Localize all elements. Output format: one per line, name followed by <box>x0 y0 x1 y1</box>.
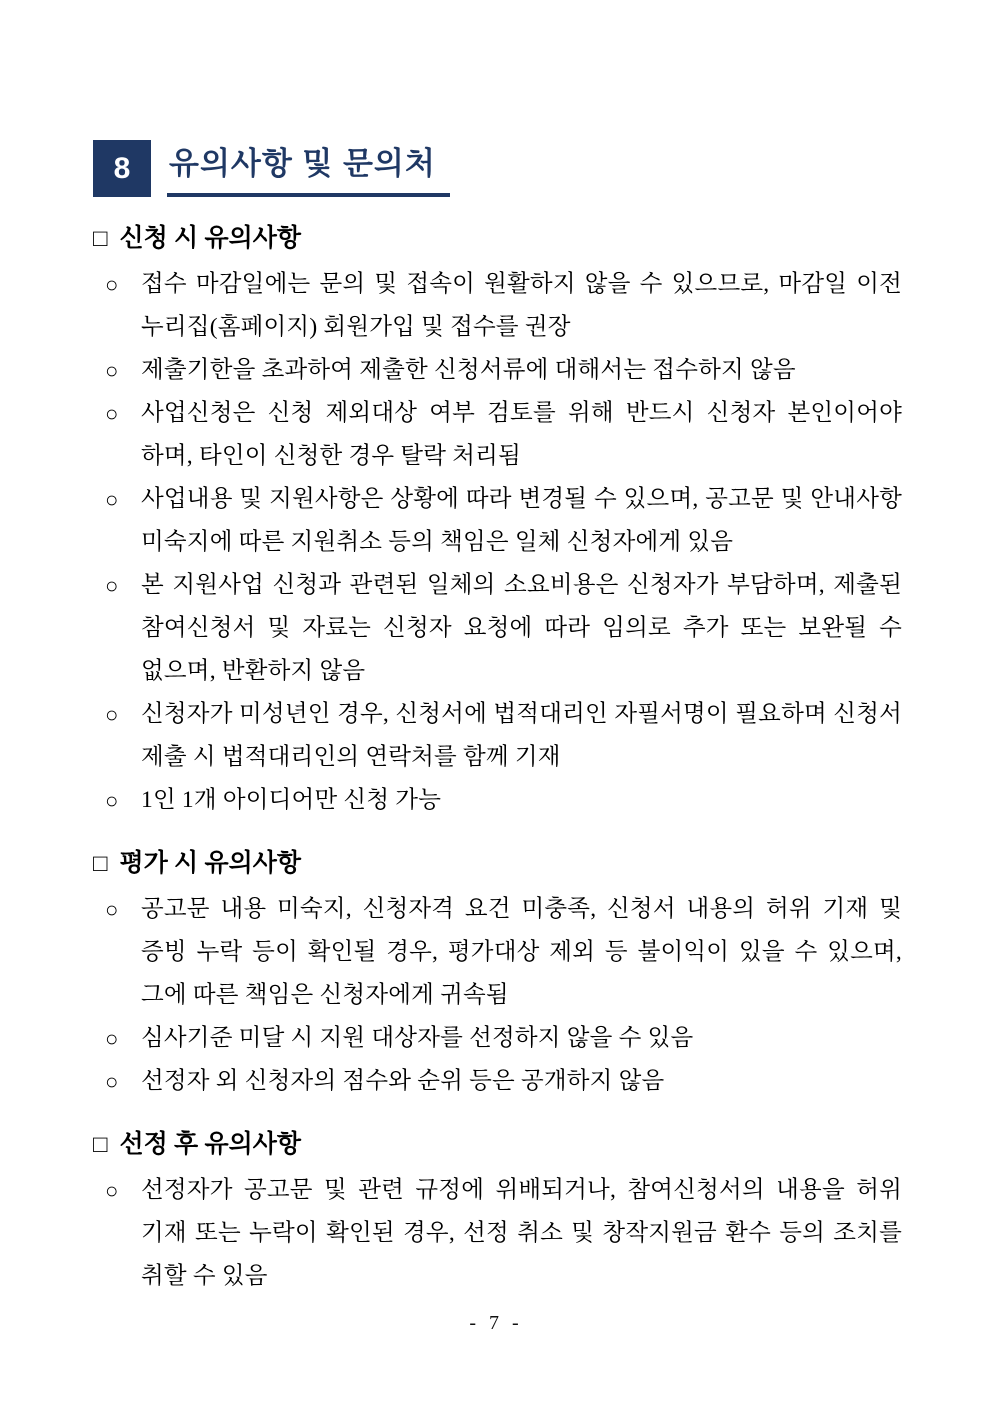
section-heading <box>93 217 902 261</box>
section-header <box>93 140 902 197</box>
list-item <box>105 693 902 779</box>
list-item-text: 선정자 외 신청자의 점수와 순위 등은 공개하지 않음 <box>141 1068 665 1095</box>
list-item <box>105 1017 902 1060</box>
list-item-text: 선정자가 공고문 및 관련 규정에 위배되거나, 참여신청서의 내용을 허위 기재 또는 누락이 확인된 경우, 선정 취소 및 창작지원금 환수 등의 조치를 취할 수 있음 <box>141 1177 902 1290</box>
section-heading <box>93 1123 902 1167</box>
circle-bullet-icon: ○ <box>105 1026 119 1052</box>
circle-bullet-icon: ○ <box>105 897 119 923</box>
list-item <box>105 349 902 392</box>
section-heading <box>93 842 902 886</box>
circle-bullet-icon: ○ <box>105 272 119 298</box>
page-title: 유의사항 및 문의처 <box>167 140 450 197</box>
circle-bullet-icon: ○ <box>105 573 119 599</box>
section-heading-label: 평가 시 유의사항 <box>119 850 302 878</box>
list-item <box>105 263 902 349</box>
list-item-text: 본 지원사업 신청과 관련된 일체의 소요비용은 신청자가 부담하며, 제출된 참여신청서 및 자료는 신청자 요청에 따라 임의로 추가 또는 보완될 수 없으며, 반환하지 않음 <box>141 572 902 685</box>
section-number-badge: 8 <box>93 140 151 197</box>
circle-bullet-icon: ○ <box>105 1178 119 1204</box>
section-items <box>93 888 902 1103</box>
list-item <box>105 564 902 693</box>
list-item <box>105 1060 902 1103</box>
circle-bullet-icon: ○ <box>105 788 119 814</box>
circle-bullet-icon: ○ <box>105 487 119 513</box>
list-item-text: 접수 마감일에는 문의 및 접속이 원활하지 않을 수 있으므로, 마감일 이전 누리집(홈페이지) 회원가입 및 접수를 권장 <box>141 271 902 341</box>
list-item-text: 사업내용 및 지원사항은 상황에 따라 변경될 수 있으며, 공고문 및 안내사항 미숙지에 따른 지원취소 등의 책임은 일체 신청자에게 있음 <box>141 486 902 556</box>
section-items <box>93 1169 902 1298</box>
list-item <box>105 1169 902 1298</box>
circle-bullet-icon: ○ <box>105 702 119 728</box>
circle-bullet-icon: ○ <box>105 401 119 427</box>
sections-container <box>93 217 902 1298</box>
list-item-text: 심사기준 미달 시 지원 대상자를 선정하지 않을 수 있음 <box>141 1025 694 1052</box>
circle-bullet-icon: ○ <box>105 358 119 384</box>
list-item <box>105 888 902 1017</box>
section-heading-label: 선정 후 유의사항 <box>119 1131 302 1159</box>
list-item-text: 신청자가 미성년인 경우, 신청서에 법적대리인 자필서명이 필요하며 신청서 제출 시 법적대리인의 연락처를 함께 기재 <box>141 701 902 771</box>
circle-bullet-icon: ○ <box>105 1069 119 1095</box>
page-number: - 7 - <box>469 1312 523 1334</box>
notice-section <box>93 842 902 1103</box>
list-item-text: 공고문 내용 미숙지, 신청자격 요건 미충족, 신청서 내용의 허위 기재 및 증빙 누락 등이 확인될 경우, 평가대상 제외 등 불이익이 있을 수 있으며, 그에 따른 책임은 신청자에게 귀속됨 <box>141 896 902 1009</box>
section-heading-label: 신청 시 유의사항 <box>119 225 302 253</box>
square-bullet-icon: □ <box>93 851 108 878</box>
list-item-text: 제출기한을 초과하여 제출한 신청서류에 대해서는 접수하지 않음 <box>141 357 796 384</box>
list-item-text: 사업신청은 신청 제외대상 여부 검토를 위해 반드시 신청자 본인이어야 하며, 타인이 신청한 경우 탈락 처리됨 <box>141 400 902 470</box>
section-items <box>93 263 902 822</box>
list-item <box>105 779 902 822</box>
square-bullet-icon: □ <box>93 1132 108 1159</box>
square-bullet-icon: □ <box>93 226 108 253</box>
notice-section <box>93 217 902 822</box>
notice-section <box>93 1123 902 1298</box>
list-item <box>105 478 902 564</box>
list-item <box>105 392 902 478</box>
list-item-text: 1인 1개 아이디어만 신청 가능 <box>141 787 442 814</box>
